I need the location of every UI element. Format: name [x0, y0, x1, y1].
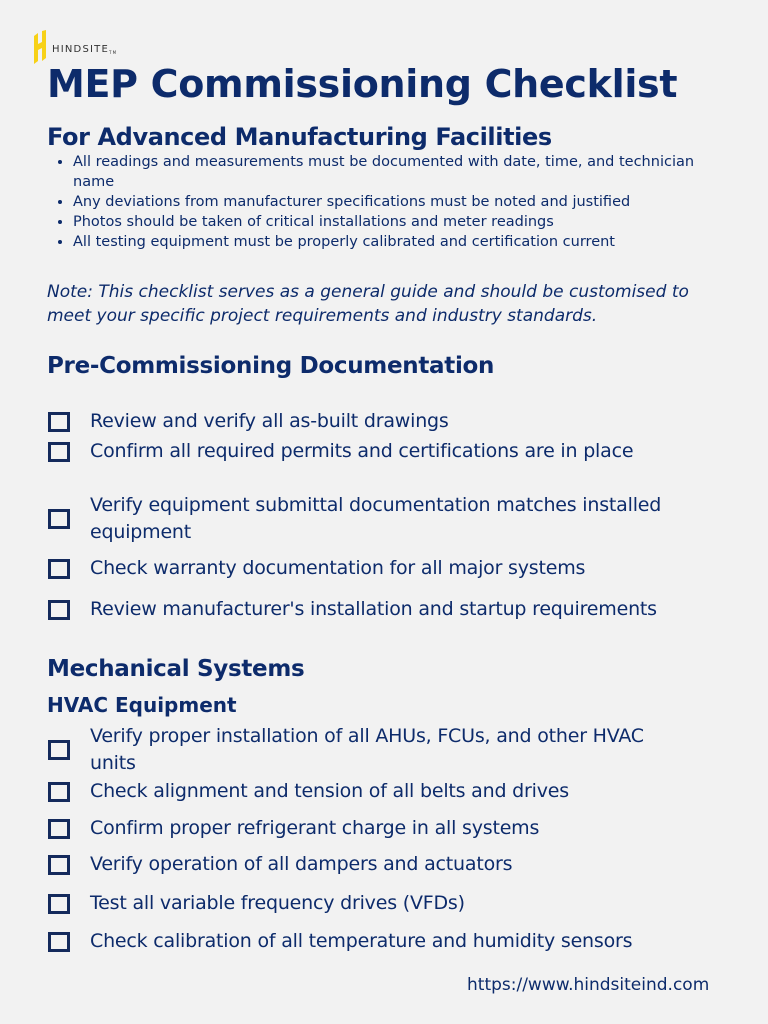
rule-item: • Any deviations from manufacturer specifications must be noted and justified [73, 192, 713, 212]
checklist-item-label: Verify operation of all dampers and actuators [90, 853, 513, 875]
section-title-pre-commissioning: Pre-Commissioning Documentation [47, 353, 495, 379]
checklist-item-label: Review and verify all as-built drawings [90, 410, 449, 432]
checklist-item[interactable] [48, 928, 688, 955]
checkbox[interactable] [48, 932, 70, 952]
checklist-item-label: Check warranty documentation for all major systems [90, 557, 586, 579]
checkbox[interactable] [48, 442, 70, 462]
checklist-item[interactable] [48, 492, 688, 546]
checklist-item-label: Check calibration of all temperature and humidity sensors [90, 930, 633, 952]
checklist-item[interactable] [48, 438, 688, 465]
checkbox[interactable] [48, 412, 70, 432]
subsection-title-hvac: HVAC Equipment [47, 693, 237, 717]
checkbox[interactable] [48, 855, 70, 875]
checklist-item-label: Confirm all required permits and certifications are in place [90, 440, 634, 462]
checkbox[interactable] [48, 819, 70, 839]
checkbox[interactable] [48, 740, 70, 760]
brand-logo [32, 30, 117, 64]
checklist-item[interactable] [48, 815, 688, 842]
checklist-item-label: Test all variable frequency drives (VFDs) [90, 892, 465, 914]
checklist-item[interactable] [48, 890, 688, 917]
checklist-item[interactable] [48, 723, 688, 777]
checkbox[interactable] [48, 559, 70, 579]
checklist-item-label: Verify proper installation of all AHUs, FCUs, and other HVAC units [90, 725, 644, 774]
checkbox[interactable] [48, 509, 70, 529]
checkbox[interactable] [48, 600, 70, 620]
checklist-item[interactable] [48, 596, 688, 623]
checkbox[interactable] [48, 894, 70, 914]
checklist-item[interactable] [48, 851, 688, 878]
note-prefix: Note [47, 282, 88, 302]
checklist-item[interactable] [48, 778, 688, 805]
checkbox[interactable] [48, 782, 70, 802]
checklist-item-label: Review manufacturer's installation and startup requirements [90, 598, 657, 620]
usage-note [47, 281, 697, 328]
page-subtitle: For Advanced Manufacturing Facilities [47, 123, 552, 151]
documentation-rules-list [55, 152, 713, 252]
rule-item: • All readings and measurements must be documented with date, time, and technician name [73, 152, 713, 192]
checklist-item[interactable] [48, 555, 688, 582]
checklist-item-label: Confirm proper refrigerant charge in all systems [90, 817, 540, 839]
checklist-item-label: Check alignment and tension of all belts and drives [90, 780, 569, 802]
checklist-item-label: Verify equipment submittal documentation matches installed equipment [90, 494, 662, 543]
section-title-mechanical: Mechanical Systems [47, 656, 305, 682]
footer-website-link[interactable]: https://www.hindsiteind.com [467, 975, 710, 995]
note-text: : This checklist serves as a general guide and should be customised to meet your specific project requirements and industry standards. [47, 282, 689, 326]
rule-item: • All testing equipment must be properly calibrated and certification current [73, 232, 713, 252]
hindsite-logo-icon [32, 30, 48, 64]
rule-item: • Photos should be taken of critical installations and meter readings [73, 212, 713, 232]
logo-wordmark: HINDSITETM [52, 43, 118, 55]
checklist-item[interactable] [48, 408, 688, 435]
page-title: MEP Commissioning Checklist [47, 62, 678, 106]
